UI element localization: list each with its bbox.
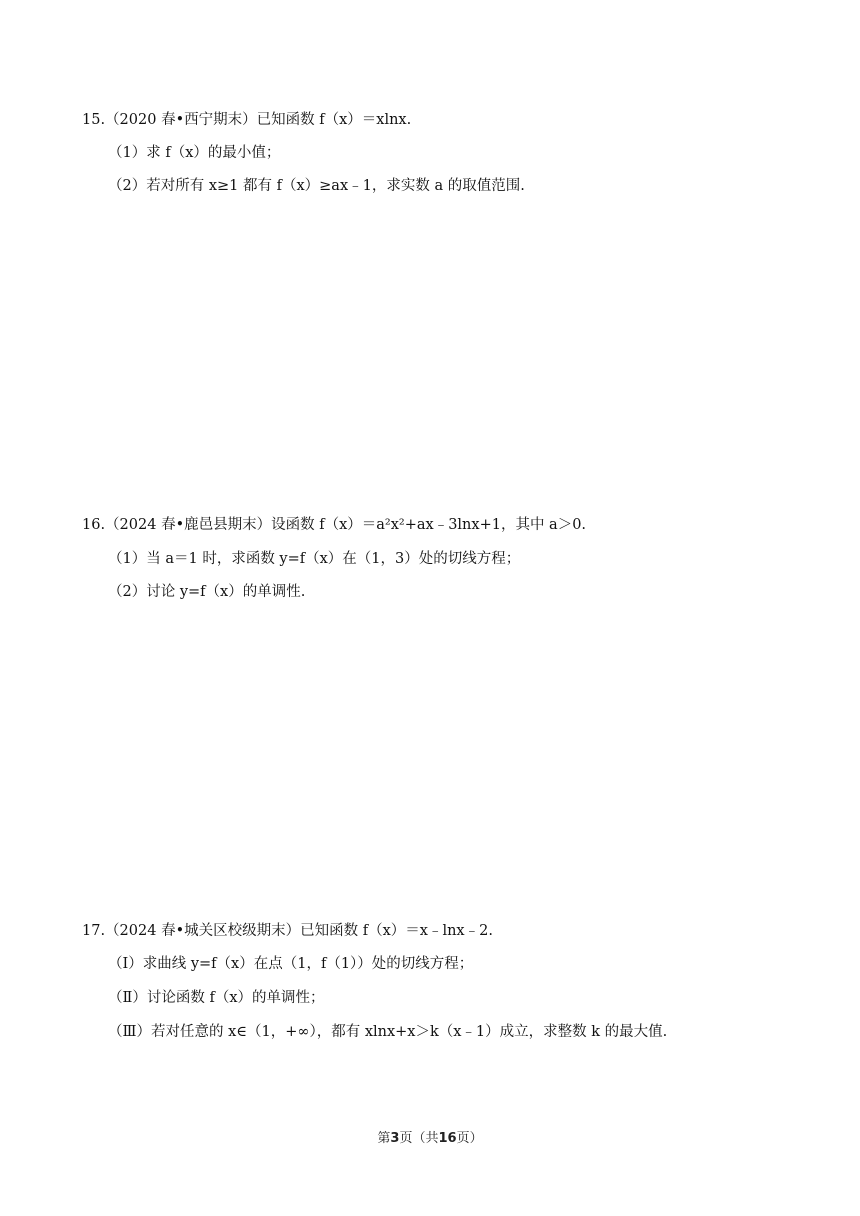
question-17-part-2: （Ⅱ）讨论函数 f（x）的单调性；: [108, 990, 325, 1006]
page-footer: [0, 1127, 860, 1146]
footer-prefix: 第: [377, 1131, 391, 1146]
question-15-part-1: （1）求 f（x）的最小值；: [108, 145, 281, 161]
question-15-stem: 15.（2020 春•西宁期末）已知函数 f（x）＝xlnx.: [82, 112, 412, 128]
question-17-part-3: （Ⅲ）若对任意的 x∈（1，+∞），都有 xlnx+x＞k（x﹣1）成立，求整数 k 的最大值.: [108, 1024, 668, 1040]
question-16-part-1: （1）当 a＝1 时，求函数 y=f（x）在（1，3）处的切线方程；: [108, 551, 521, 567]
footer-page-number: 3: [390, 1131, 400, 1146]
footer-total-pages: 16: [438, 1131, 457, 1146]
question-16-stem: 16.（2024 春•鹿邑县期末）设函数 f（x）＝a²x²+ax﹣3lnx+1，其中 a＞0.: [82, 517, 587, 533]
question-16-part-2: （2）讨论 y=f（x）的单调性.: [108, 584, 306, 600]
question-17-stem: 17.（2024 春•城关区校级期末）已知函数 f（x）＝x﹣lnx﹣2.: [82, 923, 493, 939]
question-15-part-2: （2）若对所有 x≥1 都有 f（x）≥ax﹣1，求实数 a 的取值范围.: [108, 178, 525, 194]
footer-mid: 页（共: [399, 1131, 439, 1146]
question-17-part-1: （Ⅰ）求曲线 y=f（x）在点（1，f（1））处的切线方程；: [108, 956, 474, 972]
footer-suffix: 页）: [456, 1131, 483, 1146]
